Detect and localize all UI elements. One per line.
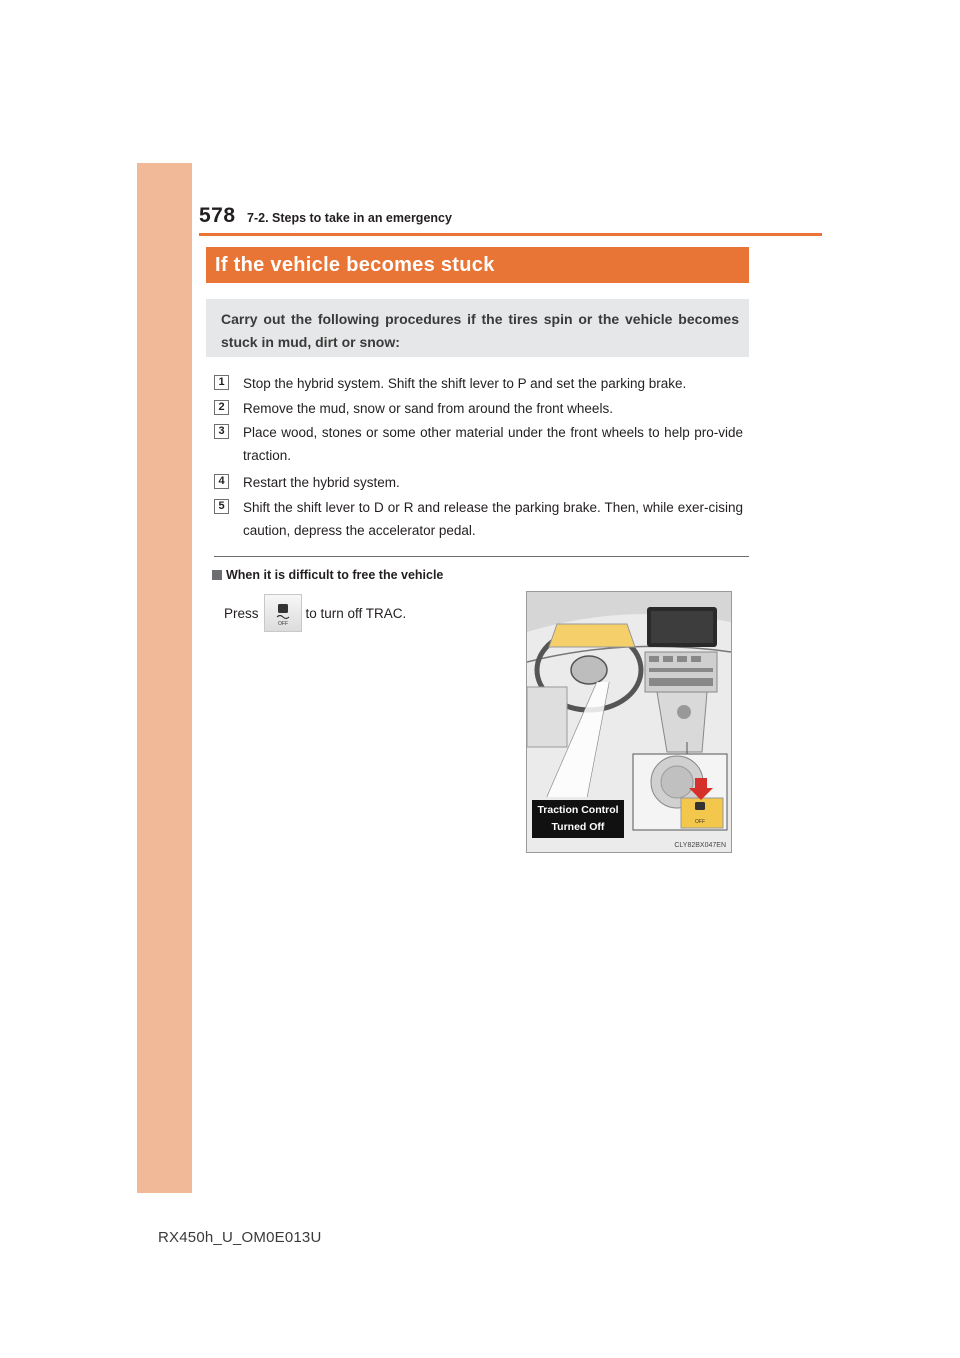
footer-doc-id: RX450h_U_OM0E013U [158,1229,322,1246]
message-line-2: Turned Off [551,821,605,833]
figure-caption: CLY82BX047EN [674,842,726,849]
step-number-box: 1 [214,375,229,390]
side-band [137,163,192,1193]
traction-control-message [532,800,624,838]
step-number-box: 5 [214,499,229,514]
section-divider [214,556,749,557]
step-text: Remove the mud, snow or sand from around the front wheels. [243,401,613,416]
press-prefix: Press [224,605,259,621]
step-text: Restart the hybrid system. [243,475,400,490]
vsc-off-glyph-icon [265,595,301,631]
switch-off-label: OFF [277,621,288,627]
header-rule [199,233,822,236]
note-heading-text: When it is difficult to free the vehicle [226,568,444,582]
page-number: 578 [199,204,236,227]
dashboard-illustration [526,591,732,853]
inset-off-label: OFF [695,819,705,825]
section-title-bar [206,247,749,283]
step-number-box: 4 [214,474,229,489]
square-bullet-icon [212,570,222,580]
meter-highlight [549,624,635,647]
step-number-box: 3 [214,424,229,439]
message-line-1: Traction Control [537,804,619,816]
press-suffix: to turn off TRAC. [305,605,407,621]
step-text: Place wood, stones or some other material under the front wheels to help pro-vide traction. [243,425,743,463]
vsc-off-switch-icon [264,594,302,632]
intro-text: Carry out the following procedures if the tires spin or the vehicle becomes stuck in mud, dirt or snow: [221,311,739,350]
step-text: Stop the hybrid system. Shift the shift lever to P and set the parking brake. [243,376,687,391]
press-instruction [224,594,406,632]
intro-box [206,299,749,357]
step-number-box: 2 [214,400,229,415]
section-title: If the vehicle becomes stuck [215,253,495,276]
note-heading [212,568,443,582]
section-reference: 7-2. Steps to take in an emergency [247,211,452,225]
step-text: Shift the shift lever to D or R and release the parking brake. Then, while exer-cising caution, depress the accelerator pedal. [243,500,743,538]
